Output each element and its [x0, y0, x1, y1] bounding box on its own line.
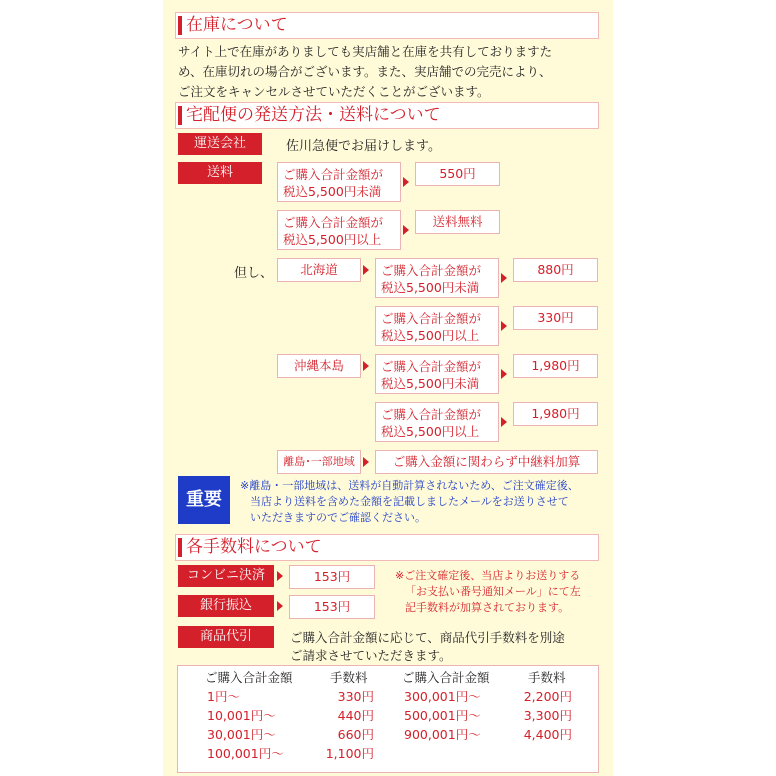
- cond-under-line2: 税込5,500円未満: [283, 184, 382, 199]
- okinawa-cond-under-line2: 税込5,500円未満: [381, 376, 480, 391]
- islands-label: 離島･一部地域: [277, 450, 361, 474]
- hokkaido-cond-over-line1: ご購入合計金額が: [381, 311, 482, 326]
- table-row: 30,001円～: [207, 727, 276, 742]
- hokkaido-cond-over: [375, 306, 499, 346]
- okinawa-cond-under: [375, 354, 499, 394]
- shipping-heading: 宅配便の発送方法・送料について: [175, 102, 599, 129]
- cvs-note-line-2: 「お支払い番号通知メール」にて左: [405, 585, 581, 598]
- islands-text: ご購入金額に関わらず中継料加算: [375, 450, 598, 474]
- cond-under-line1: ご購入合計金額が: [283, 167, 384, 182]
- cvs-note-line-1: ※ご注文確定後、当店よりお送りする: [395, 569, 581, 582]
- table-row-fee: 4,400円: [523, 727, 572, 742]
- cod-text-line-1: ご購入合計金額に応じて、商品代引手数料を別途: [290, 630, 565, 645]
- okinawa-cond-over-line2: 税込5,500円以上: [381, 424, 480, 439]
- hokkaido-cond-under-line2: 税込5,500円未満: [381, 280, 480, 295]
- cond-over-line2: 税込5,500円以上: [283, 232, 382, 247]
- table-row-fee: 440円: [337, 708, 374, 723]
- cvs-note-line-3: 記手数料が加算されております。: [405, 601, 570, 614]
- cod-text-line-2: ご請求させていただきます。: [290, 648, 452, 663]
- table-header-amount-right: ご購入合計金額: [402, 670, 490, 685]
- stock-line-2: め、在庫切れの場合がございます。また、実店舗での完売により、: [178, 64, 552, 79]
- table-row: 1円～: [207, 689, 240, 704]
- hokkaido-under-value: 880円: [513, 258, 598, 282]
- cond-over-line1: ご購入合計金額が: [283, 215, 384, 230]
- fee-under-value: 550円: [415, 162, 500, 186]
- table-row-fee: 660円: [337, 727, 374, 742]
- okinawa-under-value: 1,980円: [513, 354, 598, 378]
- table-header-amount-left: ご購入合計金額: [205, 670, 293, 685]
- bank-label: 銀行振込: [178, 595, 274, 617]
- fees-heading: 各手数料について: [175, 534, 599, 561]
- table-row: 300,001円～: [404, 689, 481, 704]
- okinawa-cond-over: [375, 402, 499, 442]
- important-badge: 重要: [178, 476, 230, 524]
- table-row-fee: 3,300円: [523, 708, 572, 723]
- table-header-fee-right: 手数料: [528, 670, 566, 685]
- fee-over-value: 送料無料: [415, 210, 500, 234]
- cod-label: 商品代引: [178, 626, 274, 648]
- stock-heading: 在庫について: [175, 12, 599, 39]
- stock-line-1: サイト上で在庫がありましても実店舗と在庫を共有しておりますた: [178, 44, 553, 59]
- fee-label: 送料: [178, 162, 262, 184]
- important-note-line-3: いただきますのでご確認ください。: [250, 511, 426, 524]
- cvs-label: コンビニ決済: [178, 565, 274, 587]
- important-note-line-2: 当店より送料を含めた金額を記載しましたメールをお送りさせて: [250, 495, 569, 508]
- table-row: 500,001円～: [404, 708, 481, 723]
- cond-over-box: [277, 210, 401, 250]
- table-header-fee-left: 手数料: [330, 670, 368, 685]
- okinawa-label: 沖縄本島: [277, 354, 361, 378]
- hokkaido-label: 北海道: [277, 258, 361, 282]
- hokkaido-over-value: 330円: [513, 306, 598, 330]
- okinawa-cond-under-line1: ご購入合計金額が: [381, 359, 482, 374]
- stock-line-3: ご注文をキャンセルさせていただくことがございます。: [178, 84, 490, 99]
- okinawa-cond-over-line1: ご購入合計金額が: [381, 407, 482, 422]
- carrier-text: 佐川急便でお届けします。: [286, 139, 441, 154]
- cond-under-box: [277, 162, 401, 202]
- table-row: 100,001円～: [207, 746, 284, 761]
- carrier-label: 運送会社: [178, 133, 262, 155]
- hokkaido-cond-under: [375, 258, 499, 298]
- table-row: 10,001円～: [207, 708, 276, 723]
- table-row: 900,001円～: [404, 727, 481, 742]
- hokkaido-cond-over-line2: 税込5,500円以上: [381, 328, 480, 343]
- table-row-fee: 1,100円: [325, 746, 374, 761]
- okinawa-over-value: 1,980円: [513, 402, 598, 426]
- table-row-fee: 2,200円: [523, 689, 572, 704]
- bank-fee: 153円: [289, 595, 375, 619]
- however-label: 但し、: [234, 266, 274, 281]
- cvs-fee: 153円: [289, 565, 375, 589]
- table-row-fee: 330円: [337, 689, 374, 704]
- important-note-line-1: ※離島・一部地域は、送料が自動計算されないため、ご注文確定後、: [240, 479, 579, 492]
- hokkaido-cond-under-line1: ご購入合計金額が: [381, 263, 482, 278]
